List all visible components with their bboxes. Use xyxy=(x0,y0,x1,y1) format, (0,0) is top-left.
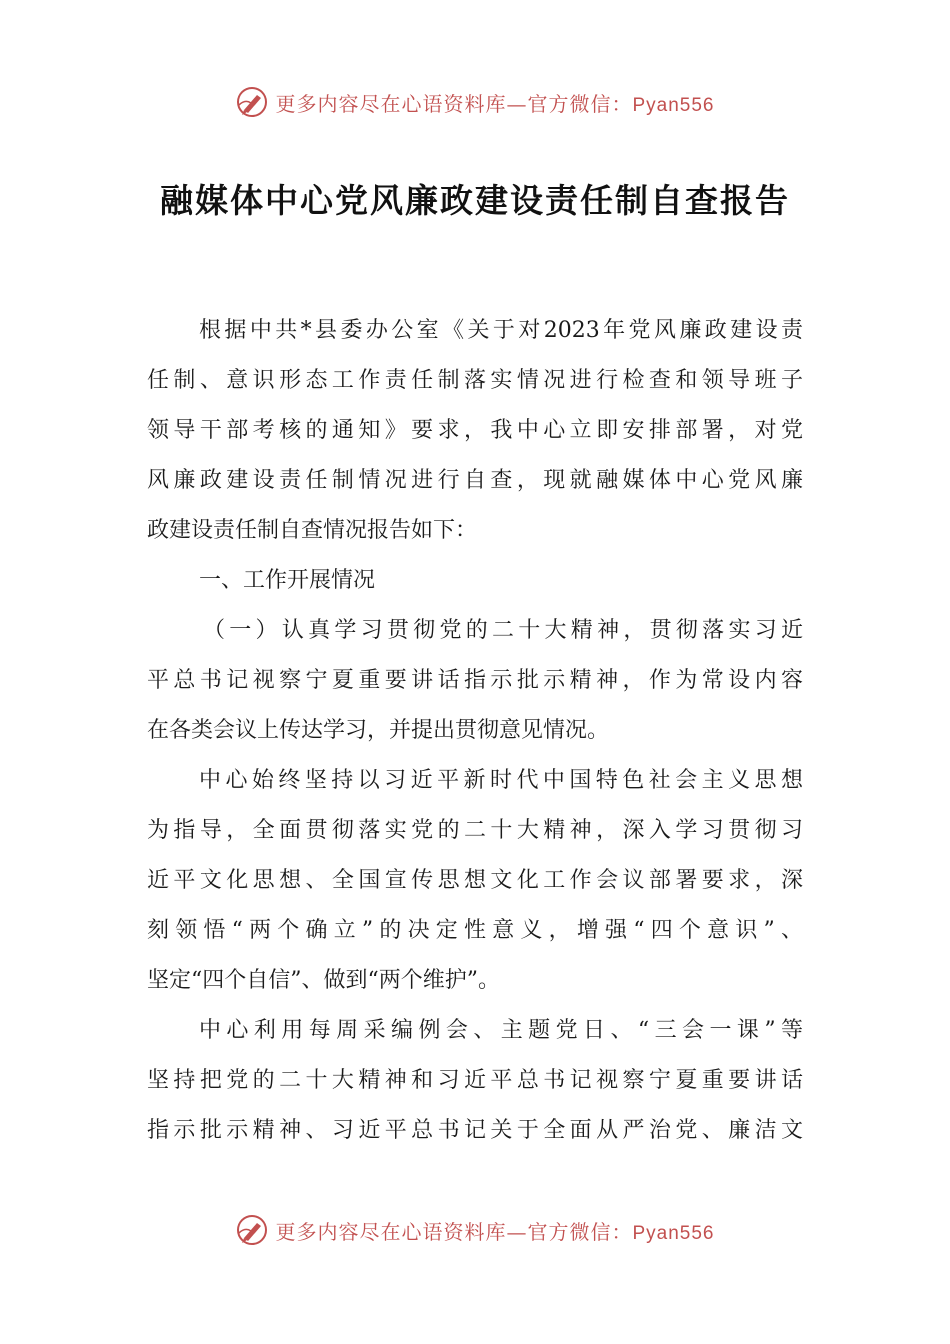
document-title: 融媒体中心党风廉政建设责任制自查报告 xyxy=(160,181,790,220)
paragraph-line: 任制、意识形态工作责任制落实情况进行检查和领导班子 xyxy=(147,368,803,393)
subsection-heading-line: （一）认真学习贯彻党的二十大精神，贯彻落实习近 xyxy=(203,618,803,643)
paragraph-line: 坚定“四个自信”、做到“两个维护”。 xyxy=(147,968,500,993)
pen-logo-icon xyxy=(235,1213,269,1247)
watermark-text: 更多内容尽在心语资料库—官方微信：Pyan556 xyxy=(275,1219,715,1244)
watermark-banner-top xyxy=(0,82,950,122)
subsection-heading-line: 在各类会议上传达学习，并提出贯彻意见情况。 xyxy=(147,718,610,743)
paragraph-line: 政建设责任制自查情况报告如下： xyxy=(147,518,478,543)
paragraph-line: 坚持把党的二十大精神和习近平总书记视察宁夏重要讲话 xyxy=(147,1068,803,1093)
paragraph-line: 风廉政建设责任制情况进行自查，现就融媒体中心党风廉 xyxy=(147,468,803,493)
paragraph-line: 中心利用每周采编例会、主题党日、“三会一课”等 xyxy=(199,1018,803,1043)
paragraph-line: 为指导，全面贯彻落实党的二十大精神，深入学习贯彻习 xyxy=(147,818,803,843)
watermark-text: 更多内容尽在心语资料库—官方微信：Pyan556 xyxy=(275,91,715,116)
paragraph-line: 近平文化思想、全国宣传思想文化工作会议部署要求，深 xyxy=(147,868,803,893)
document-body xyxy=(147,306,803,1156)
pen-logo-icon xyxy=(235,85,269,119)
paragraph-line: 刻领悟“两个确立”的决定性意义，增强“四个意识”、 xyxy=(147,918,803,943)
subsection-heading-line: 平总书记视察宁夏重要讲话指示批示精神，作为常设内容 xyxy=(147,668,803,693)
section-heading: 一、工作开展情况 xyxy=(199,568,376,593)
paragraph-line: 领导干部考核的通知》要求，我中心立即安排部署，对党 xyxy=(147,418,803,443)
paragraph-line: 中心始终坚持以习近平新时代中国特色社会主义思想 xyxy=(199,768,803,793)
paragraph-line: 根据中共*县委办公室《关于对2023年党风廉政建设责 xyxy=(199,318,803,343)
watermark-banner-bottom xyxy=(0,1210,950,1250)
paragraph-line: 指示批示精神、习近平总书记关于全面从严治党、廉洁文 xyxy=(147,1118,803,1143)
